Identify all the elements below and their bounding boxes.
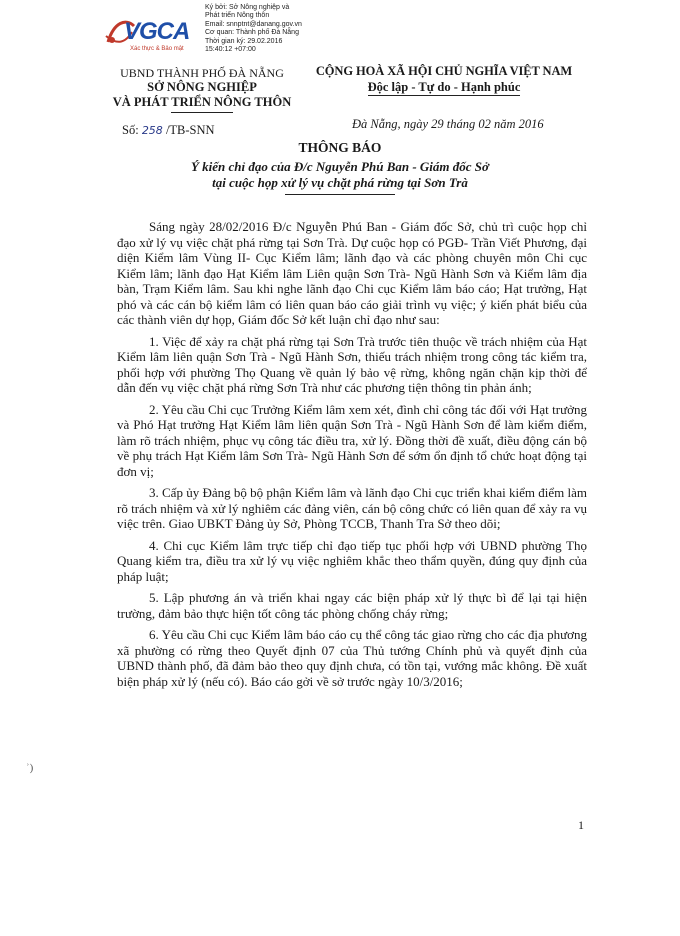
doc-no-suffix: /TB-SNN <box>162 123 215 137</box>
doc-no-prefix: Số: <box>122 123 142 137</box>
directive-3: 3. Cấp ủy Đảng bộ bộ phận Kiểm lâm và lãnh đạo Chi cục triển khai kiểm điểm làm rõ trách nhiệm và xử lý nghiêm các đảng viên, cán bộ công chức có liên quan để xảy ra vụ việc trên. Giao UBKT Đảng ủy Sở, Phòng TCCB, Thanh Tra Sở theo dõi; <box>117 485 588 531</box>
issuing-organization <box>102 66 302 113</box>
nation-name: CỘNG HOÀ XÃ HỘI CHỦ NGHĨA VIỆT NAM <box>315 64 573 78</box>
vgca-logo <box>104 12 202 54</box>
signature-details <box>205 4 302 54</box>
directive-2: 2. Yêu cầu Chi cục Trưởng Kiểm lâm xem xét, đình chỉ công tác đối với Hạt trưởng và Phó Hạt trưởng Hạt Kiểm lâm liên quận Sơn Trà - Ngũ Hành Sơn để làm kiểm điểm, làm rõ trách nhiệm, phục vụ công tác điều tra, xử lý. Đồng thời đề xuất, điều động cán bộ về phụ trách Hạt Kiểm lâm Sơn Trà- Ngũ Hành Sơn để sớm ổn định tổ chức hoạt động tại đơn vị; <box>117 401 587 479</box>
logo-tagline: Xác thực & Bảo mật <box>130 46 184 52</box>
intro-paragraph: Sáng ngày 28/02/2016 Đ/c Nguyễn Phú Ban - Giám đốc Sở, chủ trì cuộc họp chỉ đạo xử lý vụ việc chặt phá rừng tại Sơn Trà. Dự cuộc họp có PGĐ- Trần Viết Phương, đại diện Kiểm lâm Vùng II- Cục Kiểm lâm; lãnh đạo và các phòng chuyên môn Chi cục Kiểm lâm; lãnh đạo Hạt Kiểm lâm Liên quận Sơn Trà- Ngũ Hành Sơn và Kiểm lâm địa bàn, Trạm Kiểm lâm. Sau khi nghe lãnh đạo Chi cục Kiểm lâm báo cáo; Hạt trưởng, Hạt phó và các cán bộ kiểm lâm có liên quan báo cáo giải trình vụ việc; ý kiến phát biểu của các thành viên dự họp, Giám đốc Sở kết luận chỉ đạo như sau: <box>117 219 587 327</box>
signature-clock: 15:40:12 +07:00 <box>205 46 256 54</box>
org-line-3: VÀ PHÁT TRIỂN NÔNG THÔN <box>112 95 292 109</box>
title-line-2: Ý kiến chỉ đạo của Đ/c Nguyễn Phú Ban - Giám đốc Sở <box>190 159 490 174</box>
title-line-3: tại cuộc họp xử lý vụ chặt phá rừng tại Sơn Trà <box>212 175 468 190</box>
document-title <box>120 140 560 195</box>
document-number <box>122 123 215 138</box>
title-underline <box>285 194 395 195</box>
directive-4: 4. Chi cục Kiểm lâm trực tiếp chỉ đạo tiếp tục phối hợp với UBND phường Thọ Quang kiểm tra, điều tra xử lý vụ việc nghiêm khắc theo thẩm quyền, đúng quy định của pháp luật; <box>117 537 587 584</box>
signer-line: Ký bởi: Sở Nông nghiệp và <box>205 4 290 11</box>
document-body <box>117 219 587 695</box>
directive-6: 6. Yêu cầu Chi cục Kiểm lâm báo cáo cụ thể công tác giao rừng cho các địa phương xã phường có rừng theo Quyết định 07 của Thủ tướng Chính phủ và quyết định của UBND thành phố, đã đảm bảo theo quy định chưa, có tồn tại, vướng mắc không. Đề xuất biện pháp xử lý (nếu có). Báo cáo gởi về sở trước ngày 10/3/2016; <box>117 627 587 689</box>
org-line-1: UBND THÀNH PHỐ ĐÀ NẴNG <box>120 66 284 80</box>
directive-1: 1. Việc để xảy ra chặt phá rừng tại Sơn Trà trước tiên thuộc về trách nhiệm của Hạt Kiểm lâm liên quận Sơn Trà - Ngũ Hành Sơn, thiếu trách nhiệm trong công tác kiểm tra, phối hợp với phường Thọ Quang về quản lý bảo vệ rừng, không ngăn chặn kịp thời để dẫn đến vụ việc chặt phá rừng Sơn Trà như các phương tiện thông tin phản ánh; <box>117 333 587 395</box>
document-date: Đà Nẵng, ngày 29 tháng 02 năm 2016 <box>352 117 544 131</box>
title-line-1: THÔNG BÁO <box>298 140 382 155</box>
org-line-2: SỞ NÔNG NGHIỆP <box>147 80 257 94</box>
directive-5: 5. Lập phương án và triển khai ngay các biện pháp xử lý thực bì để lại tại hiện trường, đảm bảo thực hiện tốt công tác phòng chống cháy rừng; <box>117 590 587 621</box>
logo-text: VGCA <box>124 18 190 45</box>
national-header <box>308 64 580 95</box>
signature-time: Thời gian ký: 29.02.2016 <box>205 37 283 45</box>
signature-email: Email: snnptnt@danang.gov.vn <box>205 20 302 28</box>
signature-agency: Cơ quan: Thành phố Đà Nẵng <box>205 29 299 37</box>
margin-mark: ʾ) <box>26 762 34 774</box>
digital-signature-stamp <box>104 4 344 54</box>
national-motto: Độc lập - Tự do - Hạnh phúc <box>367 80 521 94</box>
signer-line-cont: Phát triển Nông thôn <box>205 12 270 20</box>
org-underline <box>171 112 233 113</box>
doc-no-handwritten: 258 <box>141 124 163 137</box>
page-number: 1 <box>578 818 584 832</box>
